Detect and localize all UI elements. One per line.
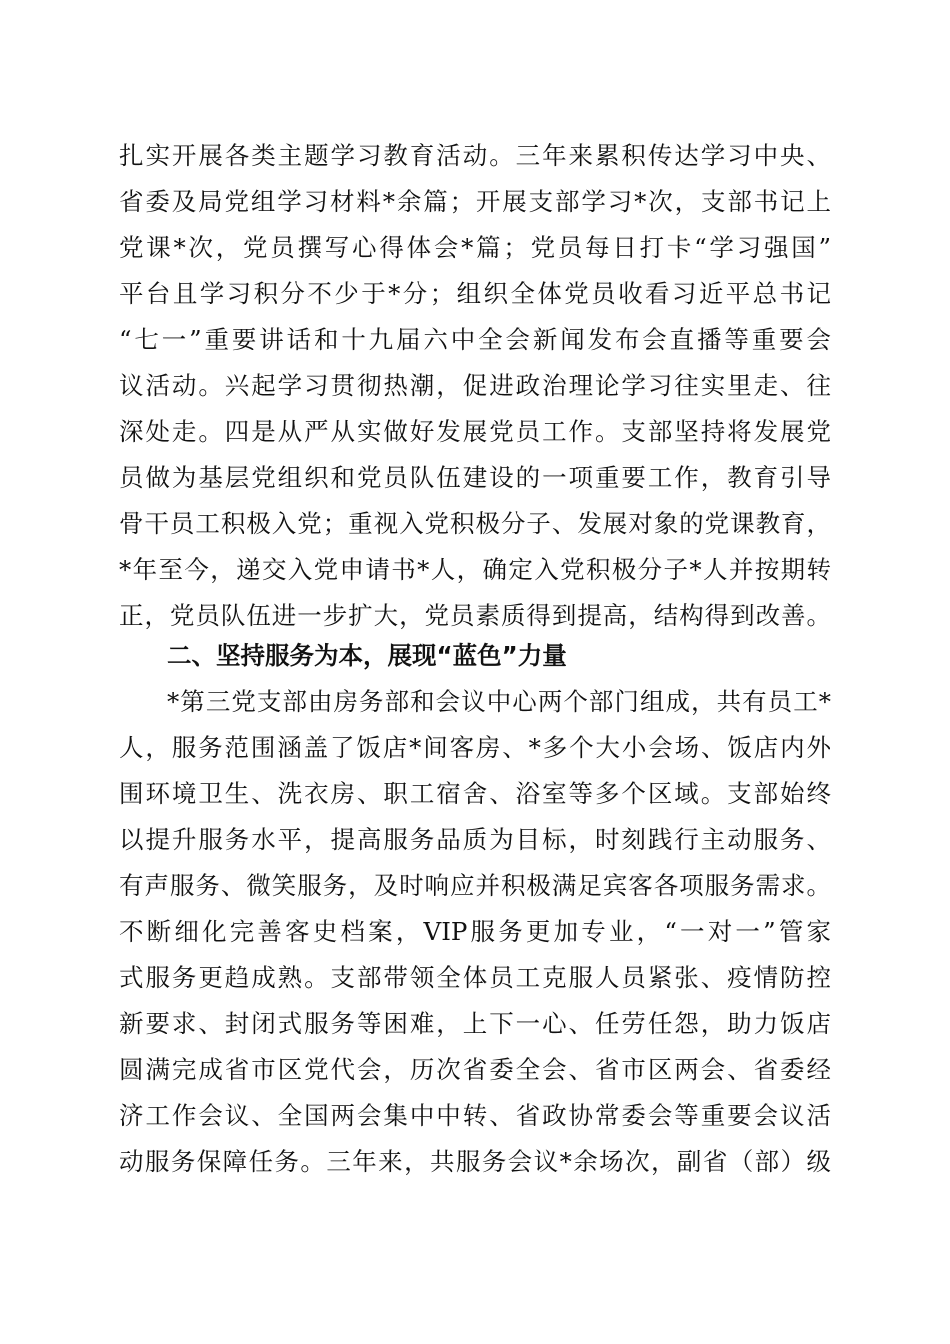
paragraph-1-line: *年至今，递交入党申请书*人，确定入党积极分子*人并按期转 bbox=[119, 555, 831, 584]
paragraph-1-line: 员做为基层党组织和党员队伍建设的一项重要工作，教育引导 bbox=[119, 463, 831, 492]
paragraph-2-line: 有声服务、微笑服务，及时响应并积极满足宾客各项服务需求。 bbox=[119, 871, 831, 900]
paragraph-2-line: 人，服务范围涵盖了饭店*间客房、*多个大小会场、饭店内外 bbox=[119, 733, 831, 762]
paragraph-2-line: 以提升服务水平，提高服务品质为目标，时刻践行主动服务、 bbox=[119, 825, 831, 854]
paragraph-2-line: 式服务更趋成熟。支部带领全体员工克服人员紧张、疫情防控 bbox=[119, 963, 831, 992]
paragraph-1-line: 平台且学习积分不少于*分；组织全体党员收看习近平总书记 bbox=[119, 279, 831, 308]
paragraph-1-line: 正，党员队伍进一步扩大，党员素质得到提高，结构得到改善。 bbox=[119, 601, 831, 630]
paragraph-2-line: *第三党支部由房务部和会议中心两个部门组成，共有员工* bbox=[167, 687, 831, 716]
section-heading: 二、坚持服务为本，展现“蓝色”力量 bbox=[167, 641, 567, 670]
paragraph-1-line: 省委及局党组学习材料*余篇；开展支部学习*次，支部书记上 bbox=[119, 187, 831, 216]
paragraph-2-line: 圆满完成省市区党代会，历次省委全会、省市区两会、省委经 bbox=[119, 1055, 831, 1084]
paragraph-2-line: 济工作会议、全国两会集中中转、省政协常委会等重要会议活 bbox=[119, 1101, 831, 1130]
paragraph-1-line: 扎实开展各类主题学习教育活动。三年来累积传达学习中央、 bbox=[119, 141, 831, 170]
paragraph-2-line: 围环境卫生、洗衣房、职工宿舍、浴室等多个区域。支部始终 bbox=[119, 779, 831, 808]
paragraph-2-line: 新要求、封闭式服务等困难，上下一心、任劳任怨，助力饭店 bbox=[119, 1009, 831, 1038]
paragraph-2-line: 动服务保障任务。三年来，共服务会议*余场次，副省（部）级 bbox=[119, 1147, 831, 1176]
paragraph-1-line: 党课*次，党员撰写心得体会*篇；党员每日打卡“学习强国” bbox=[119, 233, 831, 262]
paragraph-2-line: 不断细化完善客史档案，VIP服务更加专业，“一对一”管家 bbox=[119, 917, 831, 946]
paragraph-1-line: 深处走。四是从严从实做好发展党员工作。支部坚持将发展党 bbox=[119, 417, 831, 446]
paragraph-1-line: 骨干员工积极入党；重视入党积极分子、发展对象的党课教育， bbox=[119, 509, 831, 538]
paragraph-1-line: “七一”重要讲话和十九届六中全会新闻发布会直播等重要会 bbox=[119, 325, 831, 354]
paragraph-1-line: 议活动。兴起学习贯彻热潮，促进政治理论学习往实里走、往 bbox=[119, 371, 831, 400]
